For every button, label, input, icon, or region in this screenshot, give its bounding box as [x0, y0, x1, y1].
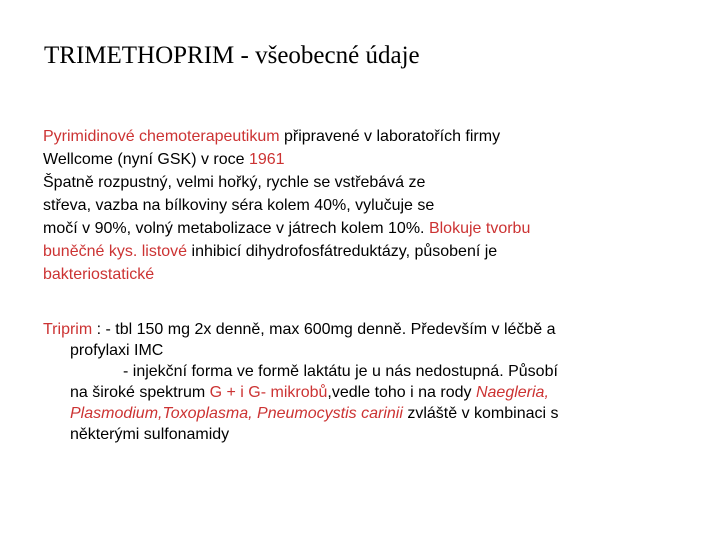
text-line: [43, 125, 703, 148]
highlighted-term: buněčné kys. listové: [43, 243, 188, 260]
text-line: některými sulfonamidy: [70, 426, 230, 443]
text-line: - injekční forma ve formě laktátu je u nás nedostupná. Působí: [123, 363, 558, 380]
text-line: střeva, vazba na bílkoviny séra kolem 40%, vylučuje se: [43, 197, 435, 214]
text-span: močí v 90%, volný metabolizace v játrech kolem 10%.: [43, 220, 429, 237]
description-paragraph: [43, 125, 703, 286]
highlighted-term: Blokuje tvorbu: [428, 220, 531, 237]
text-span: připravené v laboratořích firmy: [279, 128, 501, 145]
highlighted-term: Pyrimidinové chemoterapeutikum: [43, 128, 280, 145]
text-line: [43, 403, 708, 424]
dosage-paragraph: [43, 319, 708, 445]
text-line: [43, 217, 703, 240]
text-span: : - tbl 150 mg 2x denně, max 600mg denně. Především v léčbě a: [92, 321, 556, 338]
text-line: [43, 319, 708, 340]
highlighted-year: 1961: [248, 151, 285, 168]
text-span: zvláště v kombinaci s: [402, 405, 559, 422]
text-span: inhibicí dihydrofosfátreduktázy, působení je: [187, 243, 498, 260]
text-span: na široké spektrum: [70, 384, 210, 401]
organism-names: Plasmodium,Toxoplasma, Pneumocystis carinii: [70, 405, 403, 422]
organism-name: Naegleria,: [475, 384, 549, 401]
text-span: Wellcome (nyní GSK) v roce: [43, 151, 249, 168]
drug-name: Triprim: [43, 321, 93, 338]
text-span: ,vedle toho i na rody: [327, 384, 476, 401]
text-line: [43, 382, 708, 403]
text-line: [43, 240, 703, 263]
highlighted-term: G + i G- mikrobů: [209, 384, 328, 401]
text-line: [43, 148, 703, 171]
text-line: Špatně rozpustný, velmi hořký, rychle se vstřebává ze: [43, 174, 426, 191]
highlighted-term: bakteriostatické: [43, 266, 155, 283]
text-line: profylaxi IMC: [70, 342, 164, 359]
page-title: TRIMETHOPRIM - všeobecné údaje: [44, 42, 420, 69]
